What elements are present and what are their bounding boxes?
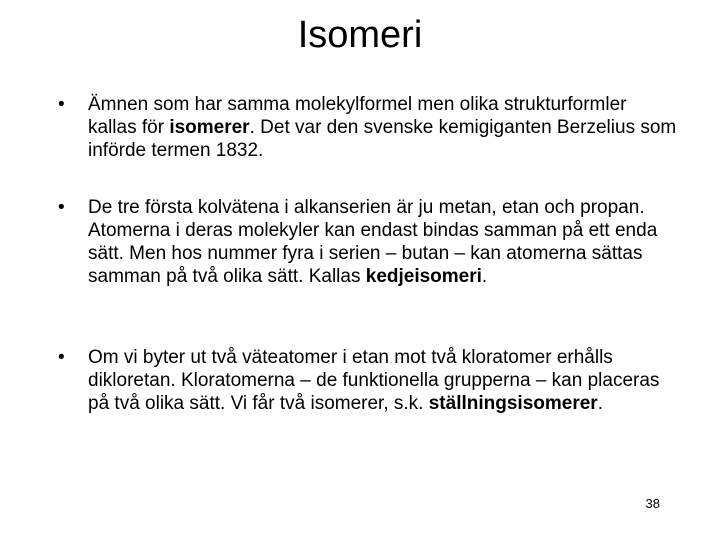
bullet-text-part: . Det var den svenske kemigiganten Berzelius som införde termen 1832.	[88, 117, 677, 161]
bullet-text-part: De tre första kolvätena i alkanserien är ju metan, etan och propan. Atomerna i deras molekyler kan endast bindas samman på ett enda sätt. Men hos nummer fyra i serien – butan – kan atomerna sättas samman på två olika sätt. Kallas	[88, 197, 658, 287]
page-number: 38	[645, 496, 660, 511]
bullet-term: ställningsisomerer	[428, 393, 598, 414]
bullet-item	[58, 93, 678, 162]
bullet-text	[88, 196, 678, 288]
slide-title: Isomeri	[297, 14, 423, 56]
bullet-text-part: .	[481, 266, 488, 287]
bullet-text	[88, 346, 678, 415]
bullet-item	[58, 346, 678, 415]
bullet-text-part: Ämnen som har samma molekylformel men olika strukturformler kallas för	[88, 94, 627, 138]
bullet-icon: •	[58, 197, 65, 218]
bullet-icon: •	[58, 347, 65, 368]
bullet-term: isomerer	[169, 117, 250, 138]
bullet-term: kedjeisomeri	[365, 266, 482, 287]
bullet-icon: •	[58, 94, 65, 115]
bullet-text-part: Om vi byter ut två väteatomer i etan mot två kloratomer erhålls dikloretan. Kloratomerna – de funktionella grupperna – kan placeras på två olika sätt. Vi får två isomerer, s.k.	[88, 347, 660, 414]
bullet-text	[88, 93, 678, 162]
bullet-text-part: .	[597, 393, 603, 414]
bullet-item	[58, 196, 678, 288]
